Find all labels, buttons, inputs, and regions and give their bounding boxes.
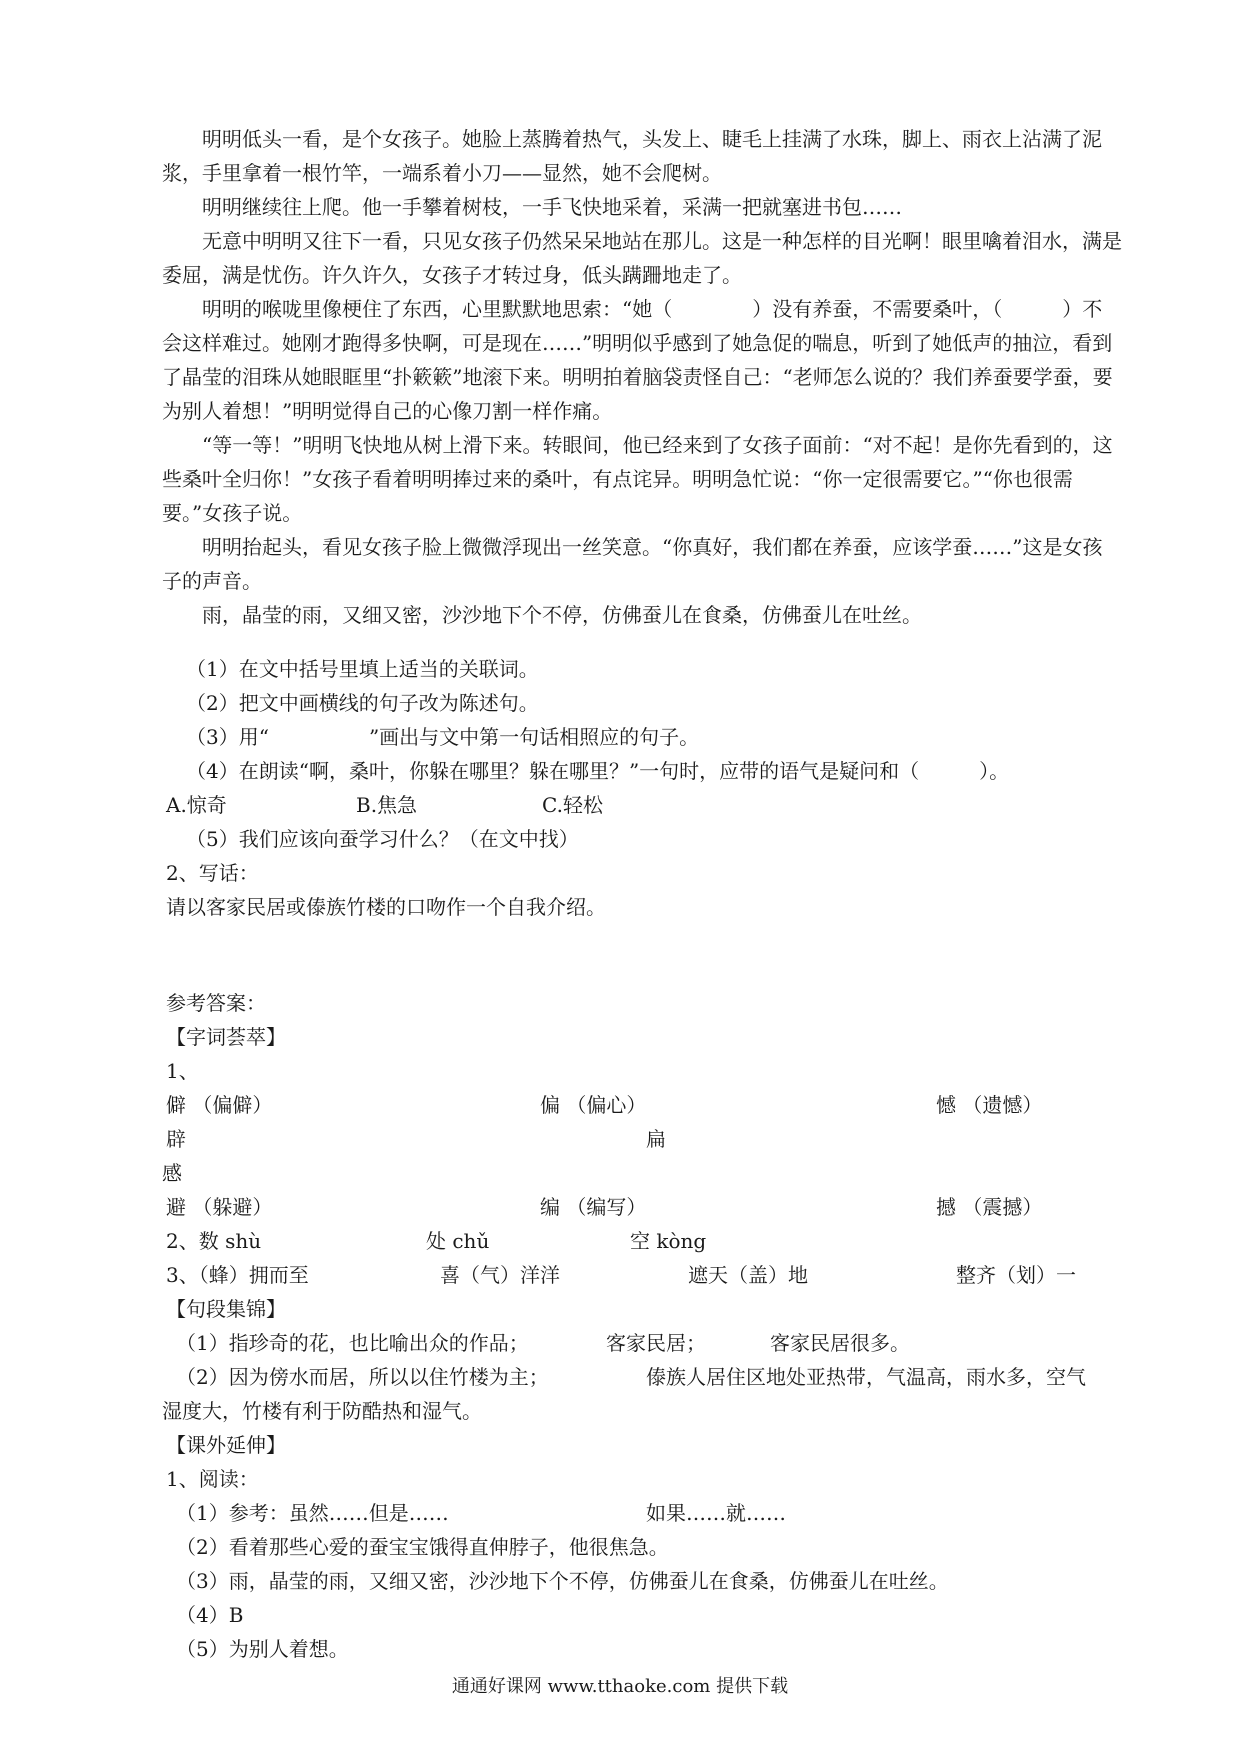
writing-title: 2、写话： (166, 861, 259, 885)
answer-cell: 处 chǔ (426, 1229, 490, 1253)
answer-cell: 辟 (166, 1127, 186, 1151)
answer-number: 1、阅读： (166, 1467, 259, 1491)
answer-cell: （1）指珍奇的花，也比喻出众的作品； (176, 1331, 529, 1355)
answer-cell: 傣族人居住区地处亚热带，气温高，雨水多，空气 (646, 1365, 1086, 1389)
option-c: C.轻松 (542, 793, 603, 817)
answer-cell: 客家民居很多。 (770, 1331, 910, 1355)
answer-cell: 憾 （遗憾） (936, 1093, 1043, 1117)
writing-prompt: 请以客家民居或傣族竹楼的口吻作一个自我介绍。 (166, 895, 606, 919)
answer-cell: 遮天（盖）地 (688, 1263, 808, 1287)
answers-heading: 参考答案： (166, 991, 266, 1015)
answer-cell: 整齐（划）一 (956, 1263, 1076, 1287)
story-text (162, 122, 1122, 632)
answer-cell: 3、（蜂）拥而至 (166, 1263, 309, 1287)
answer-cell: 撼 （震撼） (936, 1195, 1043, 1219)
answer-cell: 扁 (646, 1127, 666, 1151)
question-4: （4）在朗读“啊，桑叶，你躲在哪里？躲在哪里？”一句时，应带的语气是疑问和（ ）。 (186, 759, 1010, 783)
answer-cell: （2）因为傍水而居，所以以住竹楼为主； (176, 1365, 549, 1389)
option-a: A.惊奇 (166, 793, 227, 817)
story-paragraph: “等一等！”明明飞快地从树上滑下来。转眼间，他已经来到了女孩子面前：“对不起！是你先看到的，这些桑叶全归你！”女孩子看着明明捧过来的桑叶，有点诧异。明明急忙说：“你一定很需要它。”“你也很需要。”女孩子说。 (162, 433, 1113, 525)
story-paragraph: 雨，晶莹的雨，又细又密，沙沙地下个不停，仿佛蚕儿在食桑，仿佛蚕儿在吐丝。 (202, 603, 922, 627)
answer-cell: 空 kòng (630, 1229, 707, 1253)
answer-cell: 僻 （偏僻） (166, 1093, 273, 1117)
answer-cell: 喜（气）洋洋 (440, 1263, 560, 1287)
question-2: （2）把文中画横线的句子改为陈述句。 (186, 691, 539, 715)
answer-cell: （4）B (176, 1603, 244, 1627)
answer-cell: （1）参考：虽然……但是…… (176, 1501, 449, 1525)
story-paragraph: 明明抬起头，看见女孩子脸上微微浮现出一丝笑意。“你真好，我们都在养蚕，应该学蚕……”这是女孩子的声音。 (162, 535, 1103, 593)
answer-cell: 感 (162, 1161, 182, 1185)
answer-cell: 编 （编写） (540, 1195, 647, 1219)
story-paragraph: 明明继续往上爬。他一手攀着树枝，一手飞快地采着，采满一把就塞进书包…… (202, 195, 902, 219)
answer-cell: （5）为别人着想。 (176, 1637, 349, 1661)
answer-cell: 2、数 shù (166, 1229, 262, 1253)
story-paragraph: 明明低头一看，是个女孩子。她脸上蒸腾着热气，头发上、睫毛上挂满了水珠，脚上、雨衣上沾满了泥浆，手里拿着一根竹竿，一端系着小刀——显然，她不会爬树。 (162, 127, 1102, 185)
answer-cell: （3）雨，晶莹的雨，又细又密，沙沙地下个不停，仿佛蚕儿在食桑，仿佛蚕儿在吐丝。 (176, 1569, 949, 1593)
answer-cell: 偏 （偏心） (540, 1093, 647, 1117)
section-heading: 【字词荟萃】 (166, 1025, 286, 1049)
answer-cell: 湿度大，竹楼有利于防酷热和湿气。 (162, 1399, 482, 1423)
answer-cell: 避 （躲避） (166, 1195, 273, 1219)
story-paragraph: 明明的喉咙里像梗住了东西，心里默默地思索：“她（ ）没有养蚕，不需要桑叶，（ ）不会这样难过。她刚才跑得多快啊，可是现在……”明明似乎感到了她急促的喘息，听到了她低声的抽泣，看到了晶莹的泪珠从她眼眶里“扑簌簌”地滚下来。明明拍着脑袋责怪自己：“老师怎么说的？我们养蚕要学蚕，要为别人着想！”明明觉得自己的心像刀割一样作痛。 (162, 297, 1113, 423)
story-paragraph: 无意中明明又往下一看，只见女孩子仍然呆呆地站在那儿。这是一种怎样的目光啊！眼里噙着泪水，满是委屈，满是忧伤。许久许久，女孩子才转过身，低头蹒跚地走了。 (162, 229, 1122, 287)
answer-cell: 客家民居； (606, 1331, 706, 1355)
section-heading: 【句段集锦】 (166, 1297, 286, 1321)
section-heading: 【课外延伸】 (166, 1433, 286, 1457)
page-footer: 通通好课网 www.tthaoke.com 提供下载 (451, 1676, 789, 1697)
question-5: （5）我们应该向蚕学习什么？（在文中找） (186, 827, 579, 851)
answer-number: 1、 (166, 1059, 199, 1083)
question-3: （3）用“ ”画出与文中第一句话相照应的句子。 (186, 725, 700, 749)
answer-cell: （2）看着那些心爱的蚕宝宝饿得直伸脖子，他很焦急。 (176, 1535, 669, 1559)
question-1: （1）在文中括号里填上适当的关联词。 (186, 657, 539, 681)
option-b: B.焦急 (356, 793, 418, 817)
answer-cell: 如果……就…… (646, 1501, 786, 1525)
